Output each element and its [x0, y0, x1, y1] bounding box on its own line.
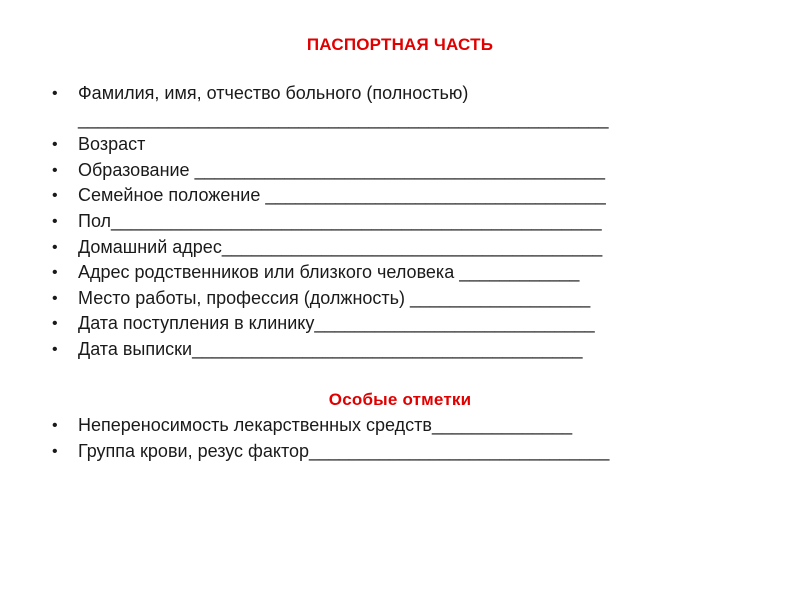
bullet-icon: •: [52, 238, 58, 256]
list-item-text: Дата поступления в клинику____________________________: [78, 313, 595, 334]
list-item-drug-intolerance: [52, 413, 609, 439]
list-item-admission-date: [52, 311, 609, 337]
bullet-icon: •: [52, 442, 58, 460]
list-item-age: [52, 132, 609, 158]
list-item-workplace: [52, 286, 609, 312]
list-item-text: Дата выписки_______________________________________: [78, 338, 583, 359]
special-notes-title: Особые отметки: [328, 390, 472, 409]
list-item-text: Фамилия, имя, отчество больного (полностью): [78, 83, 469, 103]
bullet-icon: •: [52, 212, 58, 230]
list-item-marital-status: [52, 183, 609, 209]
list-item-full-name: [52, 81, 609, 107]
page-title: ПАСПОРТНАЯ ЧАСТЬ: [306, 35, 494, 54]
list-item-text: Пол_________________________________________________: [78, 210, 602, 231]
bullet-icon: •: [52, 289, 58, 307]
bullet-icon: •: [52, 136, 58, 154]
list-item-text: Место работы, профессия (должность) __________________: [78, 287, 591, 308]
list-item-blood-group: [52, 439, 609, 465]
list-item-text: Домашний адрес______________________________________: [78, 236, 603, 257]
list-item-text: Адрес родственников или близкого человека ____________: [78, 262, 580, 283]
blank-line: _____________________________________________________: [78, 108, 609, 129]
list-item-home-address: [52, 235, 609, 261]
bullet-icon: •: [52, 340, 58, 358]
list-item-text: Возраст: [78, 134, 146, 155]
list-item-full-name-line: [52, 107, 609, 133]
special-notes-list: [52, 413, 609, 464]
bullet-icon: •: [52, 417, 58, 434]
list-item-text: Непереносимость лекарственных средств______________: [78, 415, 573, 435]
passport-fields-list: [52, 81, 609, 363]
list-item-education: [52, 158, 609, 184]
list-item-text: Семейное положение __________________________________: [78, 185, 606, 206]
list-item-discharge-date: [52, 337, 609, 363]
list-item-relatives-address: [52, 260, 609, 286]
bullet-icon: •: [52, 315, 58, 333]
list-item-text: Образование _________________________________________: [78, 159, 606, 180]
bullet-icon: •: [52, 187, 58, 205]
bullet-icon: •: [52, 161, 58, 179]
bullet-icon: •: [52, 85, 58, 102]
bullet-icon: •: [52, 264, 58, 282]
list-item-text: Группа крови, резус фактор______________________________: [78, 440, 610, 461]
list-item-sex: [52, 209, 609, 235]
